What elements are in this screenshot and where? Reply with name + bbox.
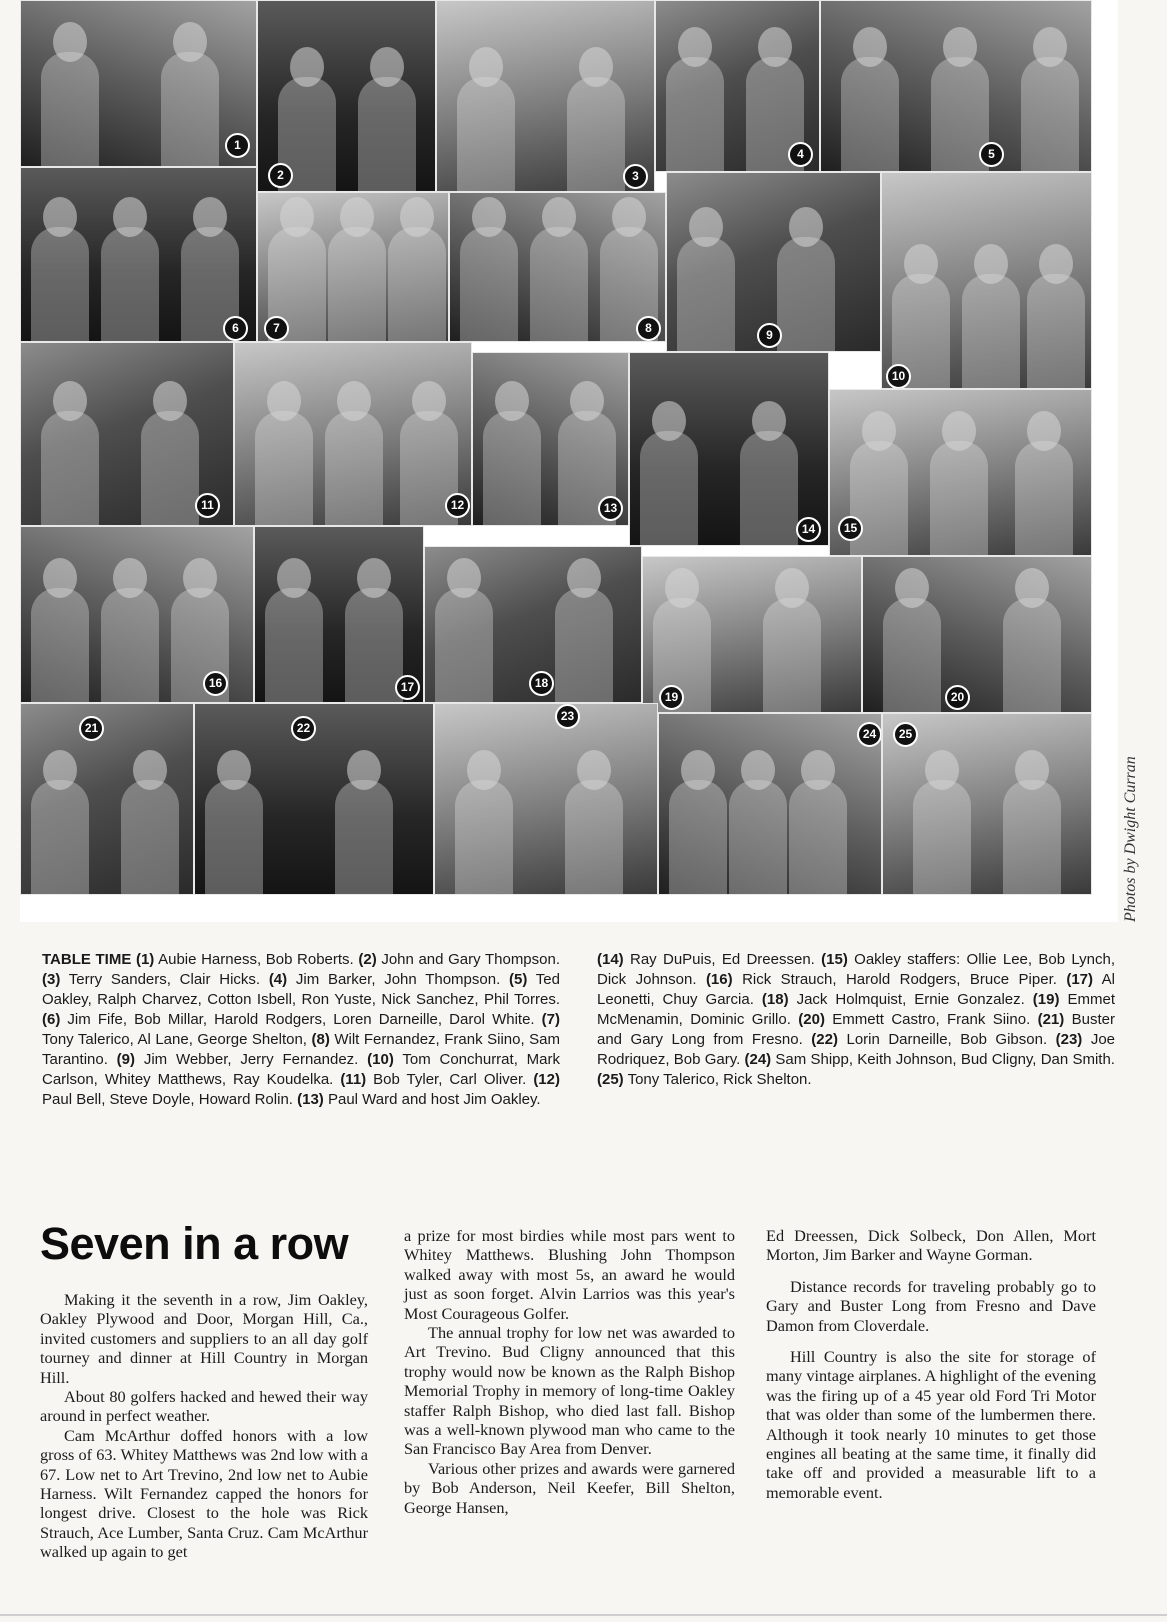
article-column-2	[404, 1226, 735, 1517]
caption-number: (25)	[597, 1071, 624, 1088]
caption-number: (14)	[597, 951, 624, 968]
photo-16	[20, 526, 254, 703]
photo-1	[20, 0, 257, 167]
photo-number-badge: 22	[291, 716, 316, 741]
caption-entry: Terry Sanders, Clair Hicks.	[60, 971, 269, 988]
article-headline: Seven in a row	[40, 1218, 349, 1269]
photo-number-badge: 24	[857, 722, 882, 747]
article-paragraph: Hill Country is also the site for storage of many vintage airplanes. A highlight of the evening was the firing up of a 45 year old Ford Tri Motor that was older than some of the lumbermen there. Although it took nearly 10 minutes to get those engines all beating at the same time, it finally did take off and provided a measurable lift to a memorable event.	[766, 1347, 1096, 1502]
caption-number: (2)	[358, 951, 377, 968]
photo-number-badge: 23	[555, 704, 580, 729]
caption-number: (15)	[821, 951, 848, 968]
photo-11	[20, 342, 234, 526]
photo-3	[436, 0, 655, 192]
photo-number-badge: 10	[886, 364, 911, 389]
photo-mosaic	[20, 0, 1118, 922]
photo-number-badge: 16	[203, 671, 228, 696]
caption-number: (8)	[311, 1031, 330, 1048]
caption-number: (22)	[811, 1031, 838, 1048]
article-paragraph: The annual trophy for low net was awarded to Art Trevino. Bud Cligny announced that this trophy would now be known as the Ralph Bishop Memorial Trophy in memory of long-time Oakley staffer Ralph Bishop, who died last fall. Bishop was a well-known plywood man who came to the San Francisco Bay Area from Denver.	[404, 1323, 735, 1459]
caption-entry: Paul Bell, Steve Doyle, Howard Rolin.	[42, 1091, 298, 1108]
caption-entry: Emmet McMenamin, Dominic Grillo.	[597, 991, 1115, 1028]
article-paragraph: a prize for most birdies while most pars went to Whitey Matthews. Blushing John Thompson walked away with most 5s, an award he would just as soon forget. Alvin Larrios was this year's Most Courageous Golfer.	[404, 1226, 735, 1323]
caption-entry: John and Gary Thompson.	[376, 951, 561, 968]
caption-entry: Rick Strauch, Harold Rodgers, Bruce Piper.	[732, 971, 1067, 988]
photo-number-badge: 9	[757, 323, 782, 348]
caption-number: (24)	[744, 1051, 772, 1068]
caption-entry: Lorin Darneille, Bob Gibson.	[837, 1031, 1056, 1048]
photo-23	[434, 703, 658, 895]
caption-entry: Ted Oakley, Ralph Charvez, Cotton Isbell, Ron Yuste, Nick Sanchez, Phil Torres.	[42, 971, 560, 1008]
caption-number: (21)	[1037, 1011, 1065, 1028]
caption-number: (12)	[533, 1071, 560, 1088]
article-paragraph: About 80 golfers hacked and hewed their way around in perfect weather.	[40, 1387, 368, 1426]
photo-number-badge: 5	[979, 142, 1004, 167]
caption-number: (4)	[268, 971, 288, 988]
photo-9	[666, 172, 881, 352]
photo-number-badge: 15	[838, 516, 863, 541]
caption-entry: Bob Tyler, Carl Oliver.	[366, 1071, 534, 1088]
photo-number-badge: 20	[945, 685, 970, 710]
photo-10	[881, 172, 1092, 389]
photo-number-badge: 1	[225, 133, 250, 158]
caption-entry: Tony Talerico, Rick Shelton.	[623, 1071, 812, 1088]
photo-5	[820, 0, 1092, 172]
caption-entry: Paul Ward and host Jim Oakley.	[323, 1091, 541, 1108]
photo-number-badge: 7	[264, 316, 289, 341]
photo-number-badge: 11	[195, 493, 220, 518]
caption-number: (20)	[798, 1011, 825, 1028]
photo-number-badge: 17	[395, 675, 420, 700]
caption-number: (23)	[1055, 1031, 1083, 1048]
caption-number: (5)	[509, 971, 528, 988]
photo-4	[655, 0, 820, 172]
caption-entry: Oakley staffers: Ollie Lee, Bob Lynch, Dick Johnson.	[597, 951, 1116, 988]
article-paragraph: Various other prizes and awards were garnered by Bob Anderson, Neil Keefer, Bill Shelton, George Hansen,	[404, 1458, 735, 1517]
caption-right-column	[597, 950, 1115, 1090]
caption-number: (1)	[135, 951, 155, 968]
photo-22	[194, 703, 434, 895]
caption-entry: Ray DuPuis, Ed Dreessen.	[623, 951, 822, 968]
photo-number-badge: 3	[623, 164, 648, 189]
caption-left-column	[42, 950, 560, 1110]
photo-credit: Photos by Dwight Curran	[1122, 756, 1139, 922]
caption-entry: Jack Holmquist, Ernie Gonzalez.	[788, 991, 1033, 1008]
photo-19	[642, 556, 862, 713]
photo-number-badge: 8	[636, 316, 661, 341]
photo-6	[20, 167, 257, 342]
photo-17	[254, 526, 424, 703]
photo-number-badge: 13	[598, 496, 623, 521]
photo-number-badge: 4	[788, 142, 813, 167]
photo-number-badge: 2	[268, 163, 293, 188]
photo-15	[829, 389, 1092, 556]
photo-8	[449, 192, 666, 342]
caption-entry: Wilt Fernandez, Frank Siino, Sam Tarantino.	[42, 1031, 560, 1068]
caption-lead: TABLE TIME	[42, 951, 132, 968]
article-column-1	[40, 1290, 368, 1562]
caption-entry: Tom Conchurrat, Mark Carlson, Whitey Matthews, Ray Koudelka.	[42, 1051, 560, 1088]
article-paragraph: Making it the seventh in a row, Jim Oakley, Oakley Plywood and Door, Morgan Hill, Ca., invited customers and suppliers to an all day golf tourney and dinner at Hill Country in Morgan Hill.	[40, 1290, 368, 1387]
caption-number: (18)	[761, 991, 789, 1008]
caption-entry: Tony Talerico, Al Lane, George Shelton,	[42, 1031, 312, 1048]
caption-entry: Jim Barker, John Thompson.	[287, 971, 509, 988]
caption-number: (13)	[297, 1091, 324, 1108]
caption-number: (3)	[42, 971, 61, 988]
caption-entry: Al Leonetti, Chuy Garcia.	[597, 971, 1115, 1008]
caption-entry: Sam Shipp, Keith Johnson, Bud Cligny, Dan Smith.	[771, 1051, 1115, 1068]
photo-13	[472, 352, 629, 526]
photo-number-badge: 14	[796, 517, 821, 542]
photo-number-badge: 19	[659, 685, 684, 710]
caption-number: (10)	[367, 1051, 394, 1068]
caption-entry: Jim Fife, Bob Millar, Harold Rodgers, Loren Darneille, Darol White.	[60, 1011, 542, 1028]
article-paragraph: Cam McArthur doffed honors with a low gross of 63. Whitey Matthews was 2nd low with a 67. Low net to Art Trevino, 2nd low net to Aubie Harness. Wilt Fernandez capped the honors for longest drive. Closest to the hole was Rick Strauch, Ace Lumber, Santa Cruz. Cam McArthur walked up again to get	[40, 1425, 368, 1562]
caption-number: (7)	[541, 1011, 560, 1028]
caption-number: (9)	[116, 1051, 136, 1068]
photo-7	[257, 192, 449, 342]
caption-entry: Jim Webber, Jerry Fernandez.	[135, 1051, 368, 1068]
photo-2	[257, 0, 436, 192]
photo-number-badge: 12	[445, 493, 470, 518]
caption-entry: Aubie Harness, Bob Roberts.	[154, 951, 359, 968]
photo-number-badge: 18	[529, 671, 554, 696]
caption-number: (11)	[340, 1071, 367, 1088]
article-paragraph: Distance records for traveling probably go to Gary and Buster Long from Fresno and Dave Damon from Cloverdale.	[766, 1276, 1096, 1335]
photo-14	[629, 352, 829, 546]
article-column-3	[766, 1226, 1096, 1502]
caption-number: (16)	[705, 971, 733, 988]
photo-18	[424, 546, 642, 703]
photo-number-badge: 21	[79, 716, 104, 741]
photo-21	[20, 703, 194, 895]
photo-20	[862, 556, 1092, 713]
caption-number: (6)	[42, 1011, 61, 1028]
caption-entry: Joe Rodriquez, Bob Gary.	[597, 1031, 1116, 1068]
bottom-rule	[0, 1614, 1167, 1616]
photo-12	[234, 342, 472, 526]
caption-entry: Buster and Gary Long from Fresno.	[597, 1011, 1115, 1048]
photo-25	[882, 713, 1092, 895]
photo-number-badge: 6	[223, 316, 248, 341]
article-paragraph: Ed Dreessen, Dick Solbeck, Don Allen, Mort Morton, Jim Barker and Wayne Gorman.	[766, 1226, 1096, 1265]
caption-number: (17)	[1066, 971, 1094, 988]
caption-number: (19)	[1032, 991, 1060, 1008]
photo-24	[658, 713, 882, 895]
photo-number-badge: 25	[893, 722, 918, 747]
caption-entry: Emmett Castro, Frank Siino.	[824, 1011, 1038, 1028]
